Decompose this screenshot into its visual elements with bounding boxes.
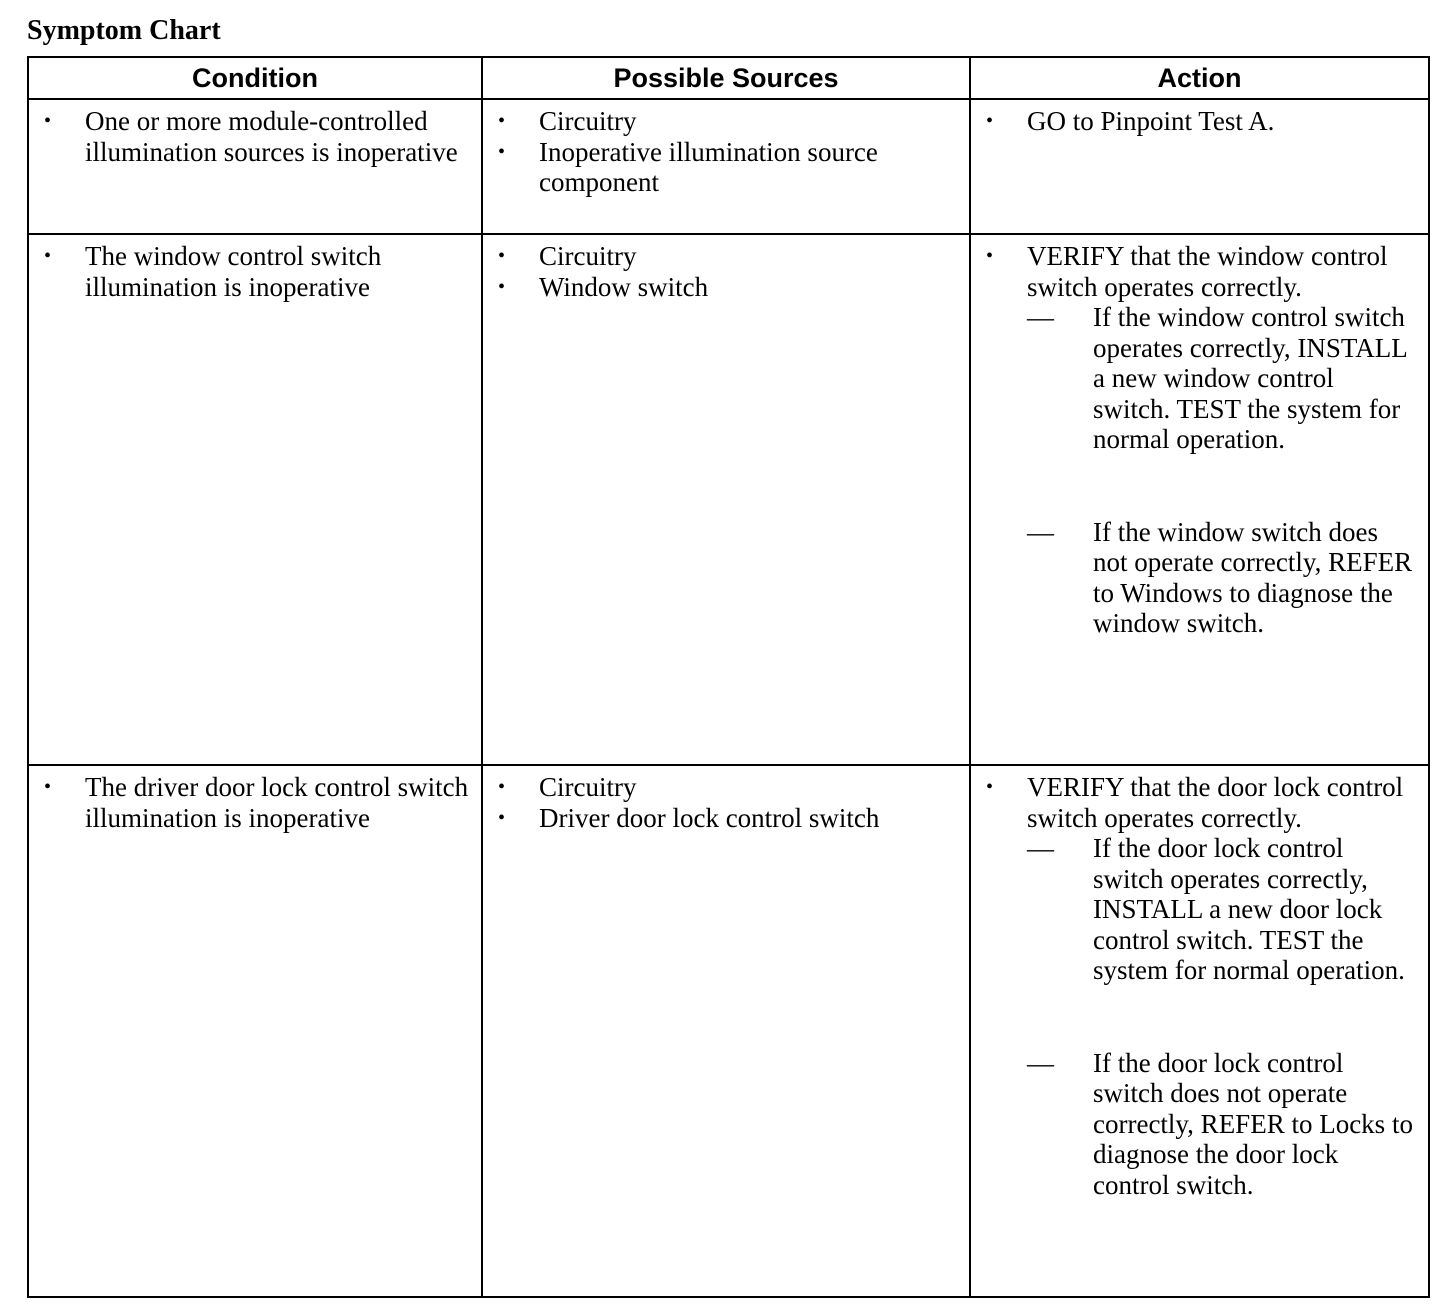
bullet-icon: • — [44, 110, 52, 132]
action-cell — [970, 234, 1429, 765]
bullet-icon: • — [44, 245, 52, 267]
action-item: • GO to Pinpoint Test A. — [986, 106, 1275, 136]
dash-icon: — — [1027, 516, 1054, 547]
dash-icon: — — [1027, 833, 1054, 863]
action-cell — [970, 765, 1429, 1297]
source-item: • Circuitry — [498, 106, 637, 136]
bullet-icon: • — [44, 776, 52, 798]
bullet-icon: • — [498, 776, 506, 798]
condition-cell — [28, 99, 482, 234]
action-subitem: — If the door lock control switch operates correctly, INSTALL a new door lock control switch. TEST the system for normal operation. — [1027, 833, 1405, 985]
bullet-icon: • — [498, 275, 506, 298]
condition-item: • The window control switch illumination is inoperative — [44, 241, 382, 302]
bullet-icon: • — [498, 806, 506, 829]
source-item: • Circuitry — [498, 241, 637, 271]
condition-item: • The driver door lock control switch illumination is inoperative — [44, 772, 469, 833]
header-row — [28, 57, 1429, 99]
action-subitem: — If the window switch does not operate correctly, REFER to Windows to diagnose the window switch. — [1027, 516, 1413, 638]
bullet-icon: • — [986, 776, 994, 798]
dash-icon: — — [1027, 302, 1054, 332]
header-possible-sources: Possible Sources — [482, 57, 970, 99]
table-row — [28, 234, 1429, 765]
table-row — [28, 99, 1429, 234]
action-item: • VERIFY that the door lock control switch operates correctly. — If the door lock control switch operates correctly, INSTALL a new door lock control switch. TEST the system for normal operation. — If the door lock control switch does not operate correctly, REFER to Locks to diagnose the door lock control switch. — [983, 772, 1416, 1200]
action-subitem: — If the door lock control switch does not operate correctly, REFER to Locks to diagnose the door lock control switch. — [1027, 1047, 1413, 1200]
bullet-icon: • — [498, 140, 506, 163]
source-item: • Circuitry — [498, 772, 637, 802]
table-row — [28, 765, 1429, 1297]
sources-cell — [482, 234, 970, 765]
bullet-icon: • — [986, 245, 994, 267]
source-item: • Window switch — [498, 271, 709, 302]
bullet-icon: • — [498, 245, 506, 267]
sources-cell — [482, 765, 970, 1297]
condition-item: • One or more module-controlled illumination sources is inoperative — [44, 106, 458, 167]
action-item: • VERIFY that the window control switch operates correctly. — If the window control switch operates correctly, INSTALL a new window control switch. TEST the system for normal operation. — If the window switch does not operate correctly, REFER to Windows to diagnose the window switch. — [983, 241, 1416, 639]
bullet-icon: • — [498, 110, 506, 132]
symptom-chart-table — [27, 56, 1430, 1298]
action-cell — [970, 99, 1429, 234]
source-item: • Inoperative illumination source component — [498, 136, 878, 197]
header-condition: Condition — [28, 57, 482, 99]
chart-title: Symptom Chart — [27, 15, 221, 46]
bullet-icon: • — [986, 110, 994, 132]
source-item: • Driver door lock control switch — [498, 802, 880, 833]
header-action: Action — [970, 57, 1429, 99]
condition-cell — [28, 765, 482, 1297]
sources-cell — [482, 99, 970, 234]
action-subitem: — If the window control switch operates correctly, INSTALL a new window control switch. TEST the system for normal operation. — [1027, 302, 1407, 454]
condition-cell — [28, 234, 482, 765]
dash-icon: — — [1027, 1047, 1054, 1078]
